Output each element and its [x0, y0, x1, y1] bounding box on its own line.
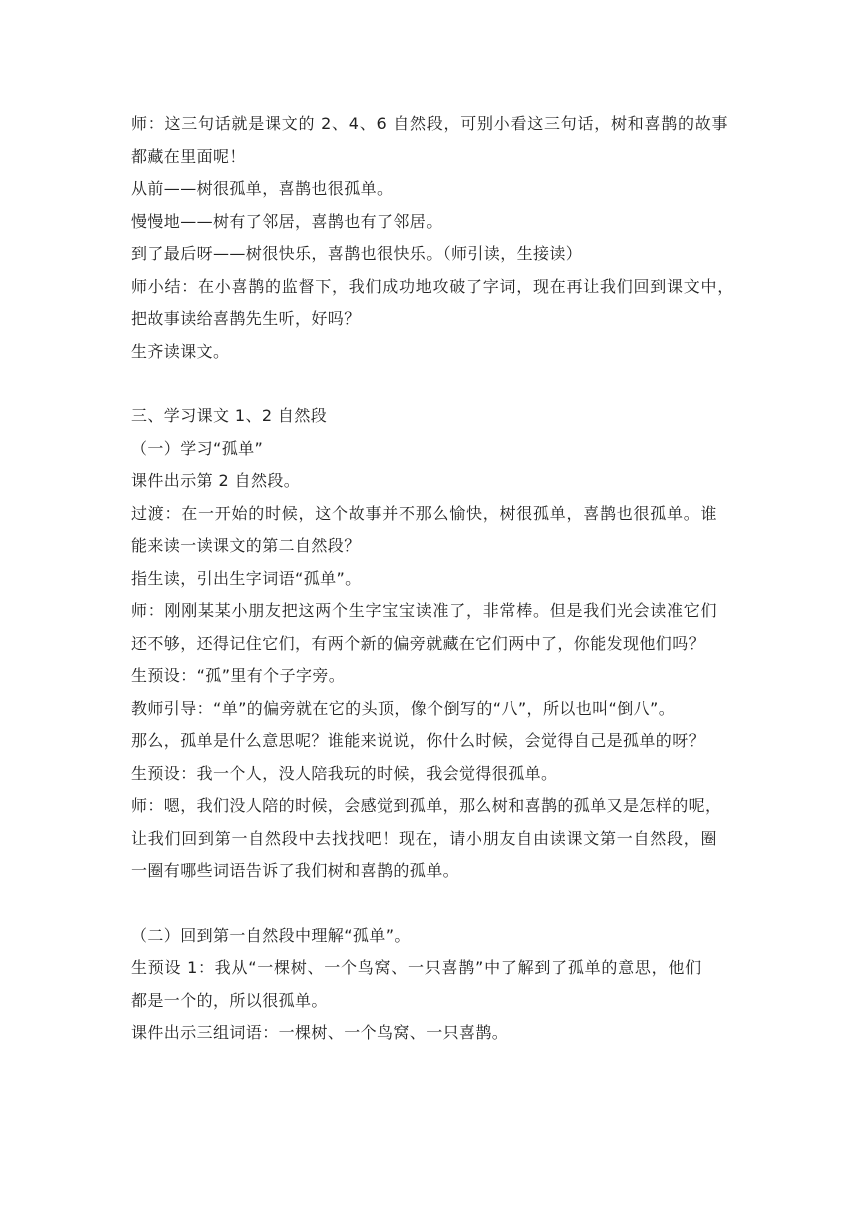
text-line: 让我们回到第一自然段中去找找吧！现在，请小朋友自由读课文第一自然段，圈: [131, 828, 718, 848]
text-line: 一圈有哪些词语告诉了我们树和喜鹊的孤单。: [131, 861, 460, 880]
text-line: 师小结：在小喜鹊的监督下，我们成功地攻破了字词，现在再让我们回到课文中，: [131, 276, 735, 296]
text-line: 把故事读给喜鹊先生听，好吗？: [131, 309, 361, 328]
text-line: 指生读，引出生字词语“孤单”。: [131, 568, 362, 588]
text-line: 生预设：“孤”里有个子字旁。: [131, 666, 346, 685]
paragraph-block-2: [131, 400, 731, 888]
text-line: 到了最后呀——树很快乐，喜鹊也很快乐。（师引读，生接读）: [131, 244, 583, 263]
text-line: 师：嗯，我们没人陪的时候，会感觉到孤单，那么树和喜鹊的孤单又是怎样的呢，: [131, 796, 722, 815]
section-heading: 三、学习课文 1、2 自然段: [131, 406, 328, 425]
subsection-heading: （二）回到第一自然段中理解“孤单”。: [131, 925, 411, 945]
text-line: 慢慢地——树有了邻居，喜鹊也有了邻居。: [131, 211, 443, 231]
subsection-heading: （一）学习“孤单”: [131, 438, 264, 458]
paragraph-gap: [131, 888, 731, 920]
text-line: 生齐读课文。: [131, 341, 230, 361]
text-line: 从前——树很孤单，喜鹊也很孤单。: [131, 179, 394, 198]
text-line: 生预设：我一个人，没人陪我玩的时候，我会觉得很孤单。: [131, 763, 558, 783]
text-line: 那么，孤单是什么意思呢？谁能来说说，你什么时候，会觉得自己是孤单的呀？: [131, 731, 706, 750]
text-line: 还不够，还得记住它们，有两个新的偏旁就藏在它们两中了，你能发现他们吗？: [131, 633, 706, 653]
document-page: [131, 108, 735, 1050]
text-line: 都藏在里面呢！: [131, 146, 246, 166]
text-line: 能来读一读课文的第二自然段？: [131, 536, 361, 555]
text-line: 师：刚刚某某小朋友把这两个生字宝宝读准了，非常棒。但是我们光会读准它们: [131, 601, 718, 620]
paragraph-block-1: [131, 108, 735, 368]
text-line: 教师引导：“单”的偏旁就在它的头顶，像个倒写的“八”，所以也叫“倒八”。: [131, 698, 676, 718]
text-line: 课件出示三组词语：一棵树、一个鸟窝、一只喜鹊。: [131, 1023, 509, 1042]
text-line: 过渡：在一开始的时候，这个故事并不那么愉快，树很孤单，喜鹊也很孤单。谁: [131, 503, 718, 523]
text-line: 都是一个的，所以很孤单。: [131, 990, 328, 1010]
paragraph-gap: [131, 368, 731, 400]
text-line: 课件出示第 2 自然段。: [131, 471, 301, 490]
text-line: 师：这三句话就是课文的 2、4、6 自然段，可别小看这三句话，树和喜鹊的故事: [131, 114, 729, 133]
text-line: 生预设 1：我从“一棵树、一个鸟窝、一只喜鹊”中了解到了孤单的意思，他们: [131, 958, 702, 977]
paragraph-block-3: [131, 920, 731, 1050]
